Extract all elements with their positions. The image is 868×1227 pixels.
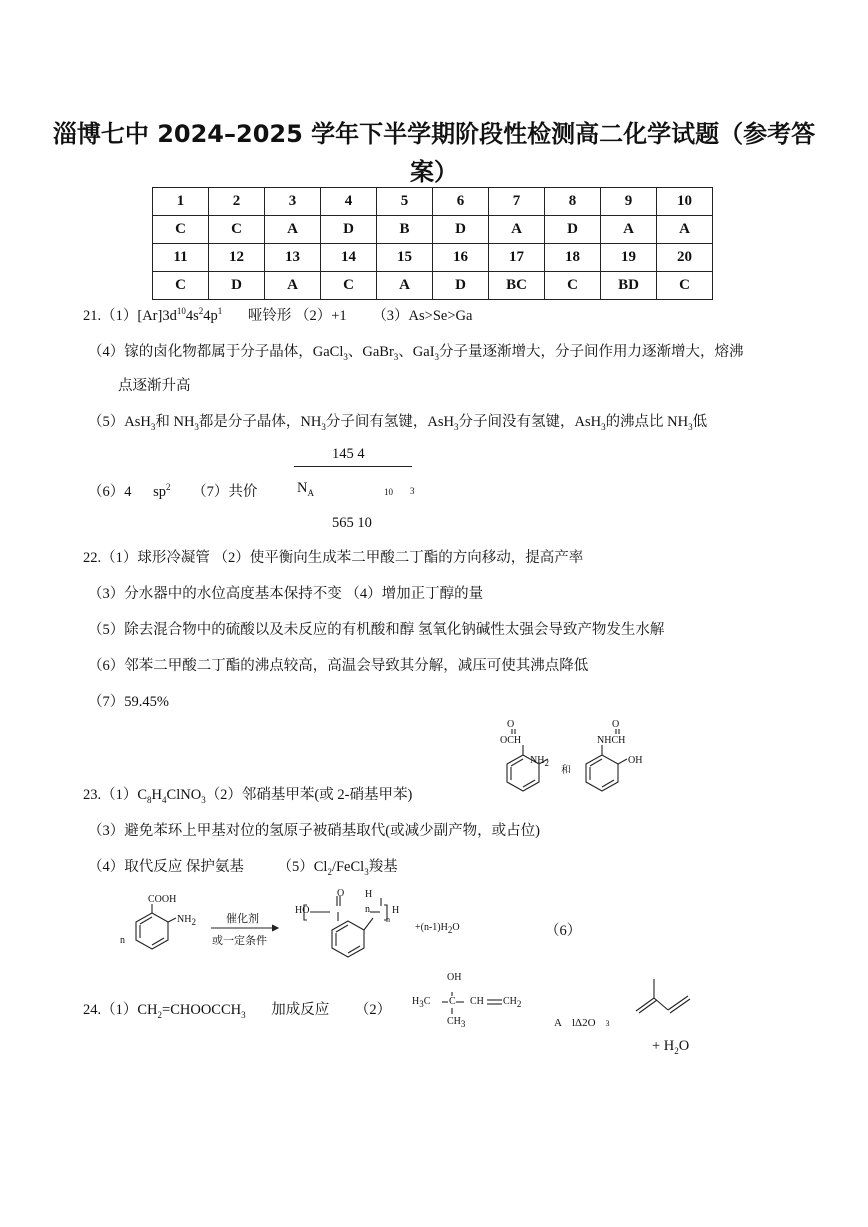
- question-number-cell: 6: [433, 188, 489, 216]
- answer-cell: D: [209, 272, 265, 300]
- answer-table: [152, 187, 713, 300]
- answer-cell: BD: [601, 272, 657, 300]
- answer-cell: C: [321, 272, 377, 300]
- q24-ch2: $CH_2$: [503, 996, 522, 1009]
- rxn-cooh: COOH: [148, 894, 177, 905]
- answer-table-row: [153, 188, 713, 216]
- question-number-cell: 9: [601, 188, 657, 216]
- q24-line-1: $24.(1)CH_2=CHOOCCH_3$ 加成反应 （2）: [83, 1002, 392, 1020]
- answer-cell: A: [489, 216, 545, 244]
- question-number-cell: 3: [265, 188, 321, 216]
- rxn-ho: HO: [295, 905, 310, 916]
- rxn-nh2: $NH_2$: [177, 914, 196, 927]
- q21-line-5: （5）AsH$_3$和 $NH_3$都是分子晶体，$NH_3$分子间有氢键，AsH$_3$分子间没有氢键，AsH$_3$的沸点比 $NH_3$低: [88, 414, 708, 432]
- answer-cell: C: [657, 272, 713, 300]
- answer-cell: C: [209, 216, 265, 244]
- page-title-line-2: 案）: [410, 158, 458, 186]
- answer-cell: B: [377, 216, 433, 244]
- answer-cell: C: [153, 272, 209, 300]
- question-number-cell: 4: [321, 188, 377, 216]
- question-number-cell: 18: [545, 244, 601, 272]
- q21-exp-3: 3: [410, 486, 415, 496]
- q21-line-6: （6）4 $sp^2$ （7）共价: [88, 482, 258, 500]
- question-number-cell: 15: [377, 244, 433, 272]
- q22-line-4: （6）邻苯二甲酸二丁酯的沸点较高，高温会导致其分解，减压可使其沸点降低: [88, 658, 589, 674]
- answer-cell: A: [657, 216, 713, 244]
- question-number-cell: 16: [433, 244, 489, 272]
- answer-cell: A: [601, 216, 657, 244]
- answer-cell: C: [153, 216, 209, 244]
- answer-table-row: [153, 216, 713, 244]
- question-number-cell: 8: [545, 188, 601, 216]
- q24-ch: CH: [470, 996, 484, 1007]
- answer-cell: D: [545, 216, 601, 244]
- answer-cell: BC: [489, 272, 545, 300]
- page-title-line-1: 淄博七中 2024–2025 学年下半学期阶段性检测高二化学试题（参考答: [52, 120, 816, 148]
- q24-h3c: $H_3C$: [412, 996, 431, 1009]
- q23-line-3: （3）避免苯环上甲基对位的氢原子被硝基取代(或减少副产物，或占位): [88, 823, 540, 839]
- q24-central-c: C: [449, 996, 456, 1007]
- struct-nh2-label: $NH_2$: [530, 755, 549, 768]
- rxn-catalyst: 催化剂: [226, 913, 259, 925]
- question-number-cell: 20: [657, 244, 713, 272]
- question-number-cell: 13: [265, 244, 321, 272]
- fraction-bar: [294, 466, 412, 467]
- answer-cell: D: [433, 272, 489, 300]
- q21-avogadro: $N_A$: [297, 480, 314, 498]
- question-number-cell: 17: [489, 244, 545, 272]
- q22-line-3: （5）除去混合物中的硫酸以及未反应的有机酸和醇 氢氧化钠碱性太强会导致产物发生水解: [88, 622, 665, 638]
- q22-line-1: 22.（1）球形冷凝管 （2）使平衡向生成苯二甲酸二丁酯的方向移动，提高产率: [83, 550, 584, 566]
- answer-table-row: [153, 272, 713, 300]
- polymerization-reaction: [118, 890, 538, 970]
- rxn-h-top: H: [365, 889, 373, 900]
- struct-and-label: 和: [561, 765, 571, 776]
- question-number-cell: 12: [209, 244, 265, 272]
- q24-water: + $H_2O$: [652, 1038, 690, 1056]
- q23-line-4: （4）取代反应 保护氨基 $(5)Cl_2/FeCl_3$羧基: [88, 859, 398, 877]
- answer-table-row: [153, 244, 713, 272]
- answer-cell: D: [433, 216, 489, 244]
- q24-ch3: $CH_3$: [447, 1016, 466, 1029]
- question-number-cell: 11: [153, 244, 209, 272]
- q24-oh: OH: [447, 972, 462, 983]
- rxn-condition: 或一定条件: [212, 935, 267, 947]
- struct-oh-label: OH: [628, 755, 643, 766]
- q21-line-4-cont: 点逐渐升高: [118, 378, 191, 394]
- struct-o-label-2: O: [612, 719, 620, 730]
- question-number-cell: 5: [377, 188, 433, 216]
- question-number-cell: 10: [657, 188, 713, 216]
- rxn-o: O: [337, 888, 345, 899]
- q21-line-1: $21.(1)[Ar]3d^{10}4s^24p^1$ 哑铃形 （2）+1 （3）As>Se>Ga: [83, 306, 473, 324]
- question-number-cell: 7: [489, 188, 545, 216]
- answer-cell: A: [377, 272, 433, 300]
- question-number-cell: 19: [601, 244, 657, 272]
- answer-cell: A: [265, 272, 321, 300]
- rxn-label-6: （6）: [545, 923, 582, 939]
- answer-cell: D: [321, 216, 377, 244]
- rxn-n: n: [120, 935, 125, 946]
- q22-line-5: （7）59.45%: [88, 694, 169, 710]
- q21-fraction-denominator: 565 10: [332, 515, 372, 531]
- q24-condition: A lΔ2O 3: [554, 1017, 610, 1029]
- rxn-h-end: H: [392, 905, 400, 916]
- q21-exp-10: 10: [384, 487, 393, 497]
- rxn-repeat-n: n: [386, 915, 390, 924]
- question-number-cell: 2: [209, 188, 265, 216]
- rxn-amide-n: n: [365, 904, 370, 915]
- struct-o-label-1: O: [507, 719, 515, 730]
- rxn-water: $+(n-1)H_2O$: [415, 922, 460, 935]
- question-number-cell: 1: [153, 188, 209, 216]
- q21-fraction-numerator: 145 4: [332, 446, 365, 462]
- struct-ochh-label: OCH: [500, 735, 522, 746]
- q23-line-1: $23.(1)C_8H_4ClNO_3(2)$邻硝基甲苯(或 2-硝基甲苯): [83, 787, 413, 805]
- answer-cell: A: [265, 216, 321, 244]
- struct-nhch-label: NHCH: [597, 735, 626, 746]
- q21-line-4: （4）镓的卤化物都属于分子晶体，GaCl$_3$、GaBr$_3$、GaI$_3$分子量逐渐增大，分子间作用力逐渐增大，熔沸: [88, 344, 744, 362]
- question-number-cell: 14: [321, 244, 377, 272]
- answer-cell: C: [545, 272, 601, 300]
- q22-line-2: （3）分水器中的水位高度基本保持不变 （4）增加正丁醇的量: [88, 586, 484, 602]
